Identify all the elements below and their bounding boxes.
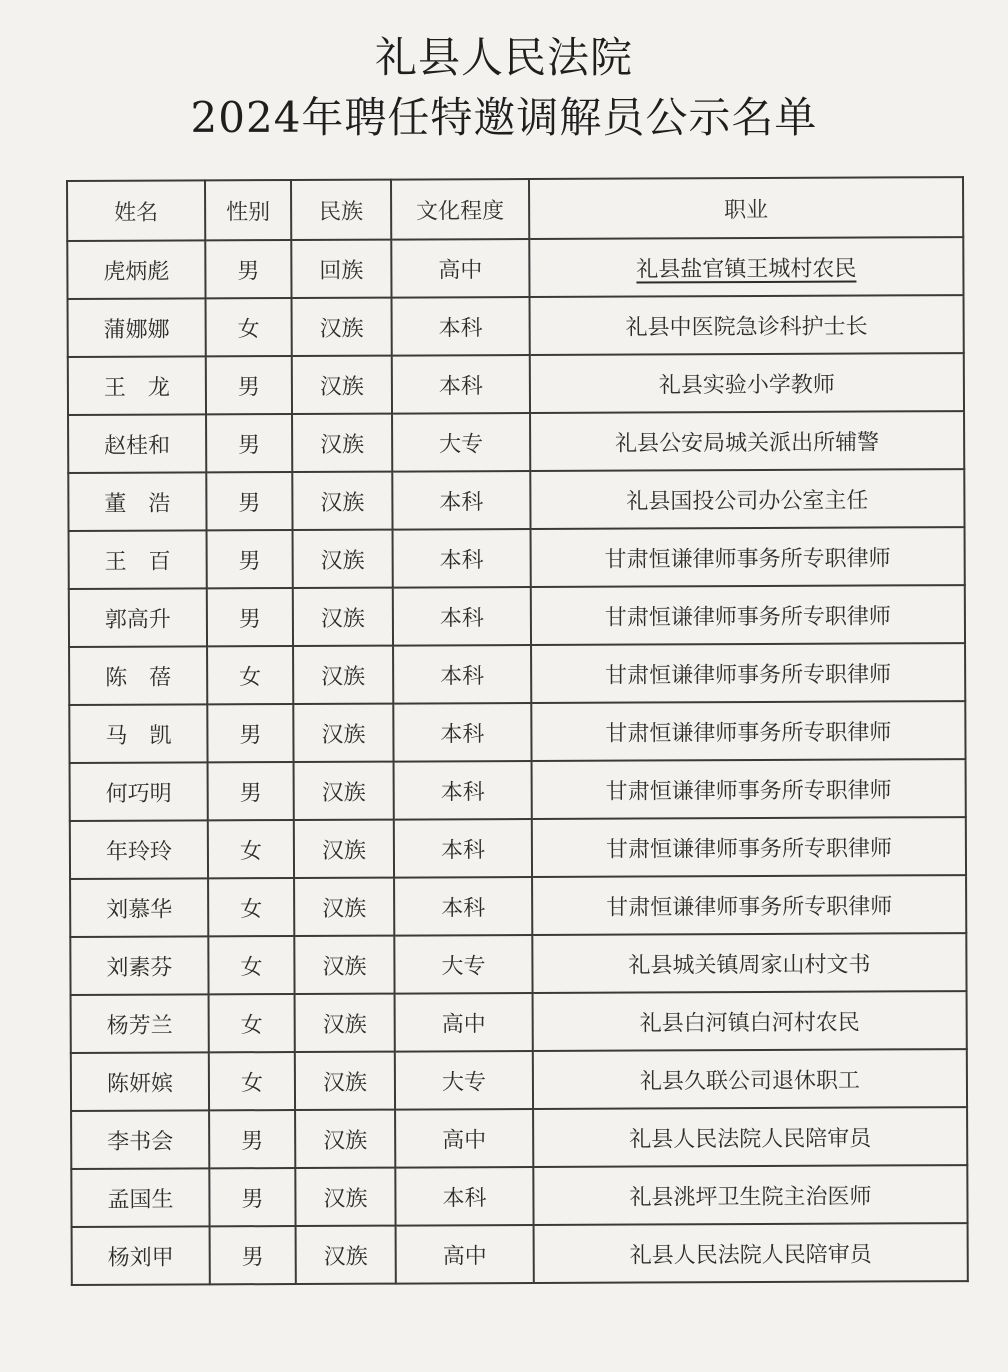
cell-occupation: 礼县城关镇周家山村文书 xyxy=(532,933,966,993)
cell-ethnicity: 汉族 xyxy=(293,588,393,646)
table-row xyxy=(71,1165,967,1227)
cell-name: 李书会 xyxy=(71,1110,209,1169)
document-subtitle: 2024年聘任特邀调解员公示名单 xyxy=(190,93,818,142)
cell-name: 何巧明 xyxy=(70,762,208,821)
cell-name: 年玲玲 xyxy=(70,820,208,879)
cell-gender: 男 xyxy=(207,704,293,762)
cell-ethnicity: 汉族 xyxy=(295,1110,395,1168)
cell-gender: 女 xyxy=(208,820,294,878)
mediator-roster-table xyxy=(66,176,969,1286)
cell-education: 本科 xyxy=(392,297,530,356)
table-row xyxy=(68,353,964,415)
cell-occupation: 礼县国投公司办公室主任 xyxy=(530,469,964,529)
cell-ethnicity: 汉族 xyxy=(295,994,395,1052)
cell-ethnicity: 汉族 xyxy=(293,530,393,588)
column-header-ethnicity: 民族 xyxy=(291,180,391,240)
cell-occupation: 礼县人民法院人民陪审员 xyxy=(534,1223,968,1283)
cell-occupation: 礼县白河镇白河村农民 xyxy=(533,991,967,1051)
column-header-occupation: 职业 xyxy=(529,177,963,239)
cell-education: 本科 xyxy=(393,645,531,704)
cell-gender: 女 xyxy=(208,936,294,994)
column-header-gender: 性别 xyxy=(205,180,291,240)
cell-occupation: 甘肃恒谦律师事务所专职律师 xyxy=(531,527,965,587)
cell-name: 赵桂和 xyxy=(68,414,206,473)
cell-gender: 男 xyxy=(206,356,292,414)
cell-gender: 女 xyxy=(206,298,292,356)
table-row xyxy=(67,237,963,299)
document-title: 礼县人民法院 xyxy=(374,33,633,82)
cell-education: 大专 xyxy=(392,413,530,472)
cell-gender: 男 xyxy=(210,1226,296,1284)
cell-ethnicity: 汉族 xyxy=(292,414,392,472)
cell-name: 陈 蓓 xyxy=(69,646,207,705)
cell-education: 高中 xyxy=(396,1225,534,1284)
table-row xyxy=(70,817,966,879)
cell-name: 杨芳兰 xyxy=(71,994,209,1053)
occupation-text: 礼县盐官镇王城村农民 xyxy=(636,256,857,283)
cell-gender: 女 xyxy=(208,878,294,936)
table-row xyxy=(69,527,965,589)
cell-ethnicity: 汉族 xyxy=(293,704,393,762)
table-header-row xyxy=(67,177,963,241)
cell-education: 高中 xyxy=(395,993,533,1052)
table-row xyxy=(68,469,964,531)
cell-education: 大专 xyxy=(394,935,532,994)
cell-occupation: 礼县久联公司退休职工 xyxy=(533,1049,967,1109)
cell-occupation: 甘肃恒谦律师事务所专职律师 xyxy=(531,701,965,761)
cell-ethnicity: 汉族 xyxy=(292,298,392,356)
table-row xyxy=(70,759,966,821)
cell-ethnicity: 汉族 xyxy=(296,1226,396,1284)
cell-gender: 男 xyxy=(206,414,292,472)
cell-education: 本科 xyxy=(395,1167,533,1226)
table-row xyxy=(69,643,965,705)
cell-occupation: 甘肃恒谦律师事务所专职律师 xyxy=(531,643,965,703)
cell-ethnicity: 汉族 xyxy=(292,472,392,530)
cell-name: 王 龙 xyxy=(68,356,206,415)
table-row xyxy=(68,411,964,473)
column-header-name: 姓名 xyxy=(67,180,205,241)
cell-gender: 男 xyxy=(208,762,294,820)
cell-name: 董 浩 xyxy=(68,472,206,531)
cell-gender: 女 xyxy=(207,646,293,704)
cell-gender: 男 xyxy=(205,240,291,298)
cell-education: 本科 xyxy=(393,587,531,646)
cell-occupation: 礼县人民法院人民陪审员 xyxy=(533,1107,967,1167)
cell-name: 马 凯 xyxy=(69,704,207,763)
cell-name: 孟国生 xyxy=(71,1168,209,1227)
cell-ethnicity: 汉族 xyxy=(292,356,392,414)
cell-education: 本科 xyxy=(394,761,532,820)
table-row xyxy=(70,875,966,937)
cell-gender: 男 xyxy=(206,472,292,530)
cell-education: 高中 xyxy=(395,1109,533,1168)
cell-ethnicity: 汉族 xyxy=(294,820,394,878)
cell-education: 大专 xyxy=(395,1051,533,1110)
cell-occupation: 礼县实验小学教师 xyxy=(530,353,964,413)
cell-name: 陈妍嫔 xyxy=(71,1052,209,1111)
cell-name: 郭高升 xyxy=(69,588,207,647)
cell-gender: 男 xyxy=(209,1110,295,1168)
column-header-education: 文化程度 xyxy=(391,179,529,240)
cell-name: 刘素芬 xyxy=(70,936,208,995)
cell-ethnicity: 汉族 xyxy=(294,878,394,936)
cell-gender: 女 xyxy=(209,994,295,1052)
cell-ethnicity: 汉族 xyxy=(295,1052,395,1110)
cell-education: 本科 xyxy=(394,819,532,878)
cell-ethnicity: 汉族 xyxy=(295,1168,395,1226)
cell-occupation: 礼县中医院急诊科护士长 xyxy=(530,295,964,355)
table-row xyxy=(68,295,964,357)
cell-occupation: 礼县洮坪卫生院主治医师 xyxy=(533,1165,967,1225)
cell-gender: 女 xyxy=(209,1052,295,1110)
cell-name: 虎炳彪 xyxy=(67,240,205,299)
cell-name: 蒲娜娜 xyxy=(68,298,206,357)
cell-name: 刘慕华 xyxy=(70,878,208,937)
cell-occupation: 甘肃恒谦律师事务所专职律师 xyxy=(532,875,966,935)
table-row xyxy=(71,1107,967,1169)
cell-gender: 男 xyxy=(207,588,293,646)
cell-ethnicity: 汉族 xyxy=(294,762,394,820)
cell-occupation: 礼县公安局城关派出所辅警 xyxy=(530,411,964,471)
table-row xyxy=(70,933,966,995)
cell-education: 本科 xyxy=(392,471,530,530)
cell-ethnicity: 回族 xyxy=(291,240,391,298)
table-row xyxy=(69,701,965,763)
cell-education: 本科 xyxy=(394,877,532,936)
cell-education: 本科 xyxy=(393,529,531,588)
cell-education: 本科 xyxy=(392,355,530,414)
cell-occupation: 甘肃恒谦律师事务所专职律师 xyxy=(531,585,965,645)
cell-name: 杨刘甲 xyxy=(72,1226,210,1285)
table-row xyxy=(69,585,965,647)
cell-education: 本科 xyxy=(393,703,531,762)
cell-gender: 男 xyxy=(207,530,293,588)
table-row xyxy=(71,1049,967,1111)
cell-ethnicity: 汉族 xyxy=(294,936,394,994)
cell-occupation xyxy=(529,237,963,297)
cell-occupation: 甘肃恒谦律师事务所专职律师 xyxy=(532,817,966,877)
cell-name: 王 百 xyxy=(69,530,207,589)
cell-ethnicity: 汉族 xyxy=(293,646,393,704)
cell-education: 高中 xyxy=(391,239,529,298)
cell-occupation: 甘肃恒谦律师事务所专职律师 xyxy=(532,759,966,819)
cell-gender: 男 xyxy=(209,1168,295,1226)
table-row xyxy=(72,1223,968,1285)
table-row xyxy=(71,991,967,1053)
